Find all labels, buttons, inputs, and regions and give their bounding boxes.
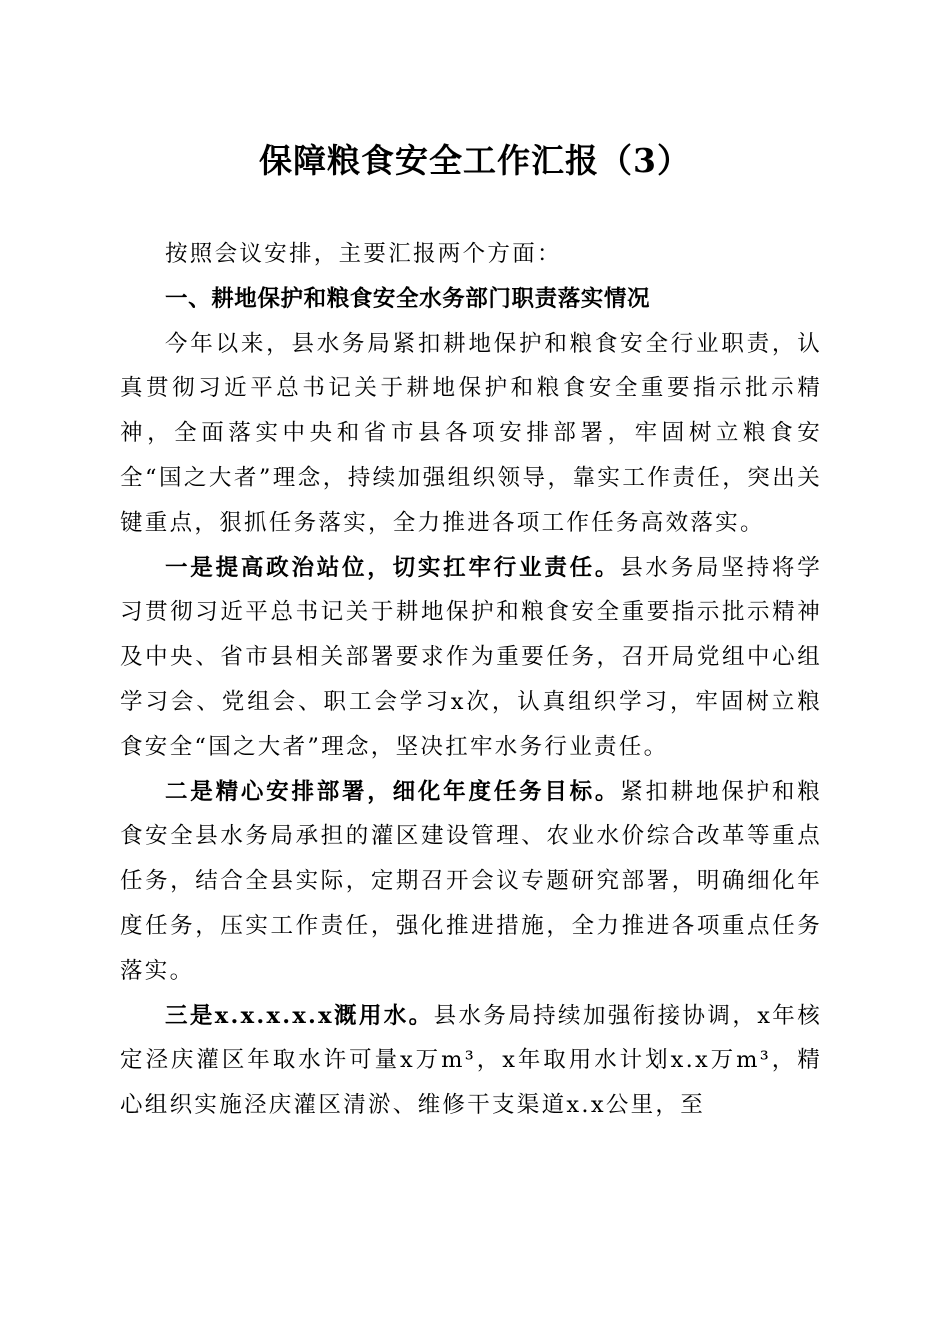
body-paragraph: 今年以来，县水务局紧扣耕地保护和粮食安全行业职责，认真贯彻习近平总书记关于耕地保护和粮食安全重要指示批示精神，全面落实中央和省市县各项安排部署，牢固树立粮食安全“国之大者”理念，持续加强组织领导，靠实工作责任，突出关键重点，狠抓任务落实，全力推进各项工作任务高效落实。 bbox=[120, 330, 822, 536]
document-title: 保障粮食安全工作汇报（3） bbox=[259, 141, 691, 180]
item-lead: 一是提高政治站位，切实扛牢行业责任。 bbox=[165, 554, 621, 581]
item-text: 紧扣耕地保护和粮食安全县水务局承担的灌区建设管理、农业水价综合改革等重点任务，结合全县实际，定期召开会议专题研究部署，明确细化年度任务，压实工作责任，强化推进措施，全力推进各项重点任务落实。 bbox=[120, 778, 823, 984]
intro-paragraph: 按照会议安排，主要汇报两个方面： bbox=[165, 241, 562, 267]
item-paragraph-1 bbox=[120, 546, 822, 770]
item-lead: 二是精心安排部署，细化年度任务目标。 bbox=[165, 778, 621, 805]
item-text: 县水务局持续加强衔接协调，x年核定泾庆灌区年取水许可量x万m³，x年取用水计划x.x万m³，精心组织实施泾庆灌区清淤、维修干支渠道x.x公里，至 bbox=[120, 1002, 822, 1119]
item-paragraph-2 bbox=[120, 770, 822, 994]
document-body bbox=[120, 232, 822, 1128]
section-heading: 一、耕地保护和粮食安全水务部门职责落实情况 bbox=[165, 285, 651, 312]
item-text: 县水务局坚持将学习贯彻习近平总书记关于耕地保护和粮食安全重要指示批示精神及中央、省市县相关部署要求作为重要任务，召开局党组中心组学习会、党组会、职工会学习x次，认真组织学习，牢固树立粮食安全“国之大者”理念，坚决扛牢水务行业责任。 bbox=[120, 554, 823, 760]
item-lead: 三是x.x.x.x.x溉用水。 bbox=[165, 1002, 434, 1029]
item-paragraph-3 bbox=[120, 994, 822, 1128]
